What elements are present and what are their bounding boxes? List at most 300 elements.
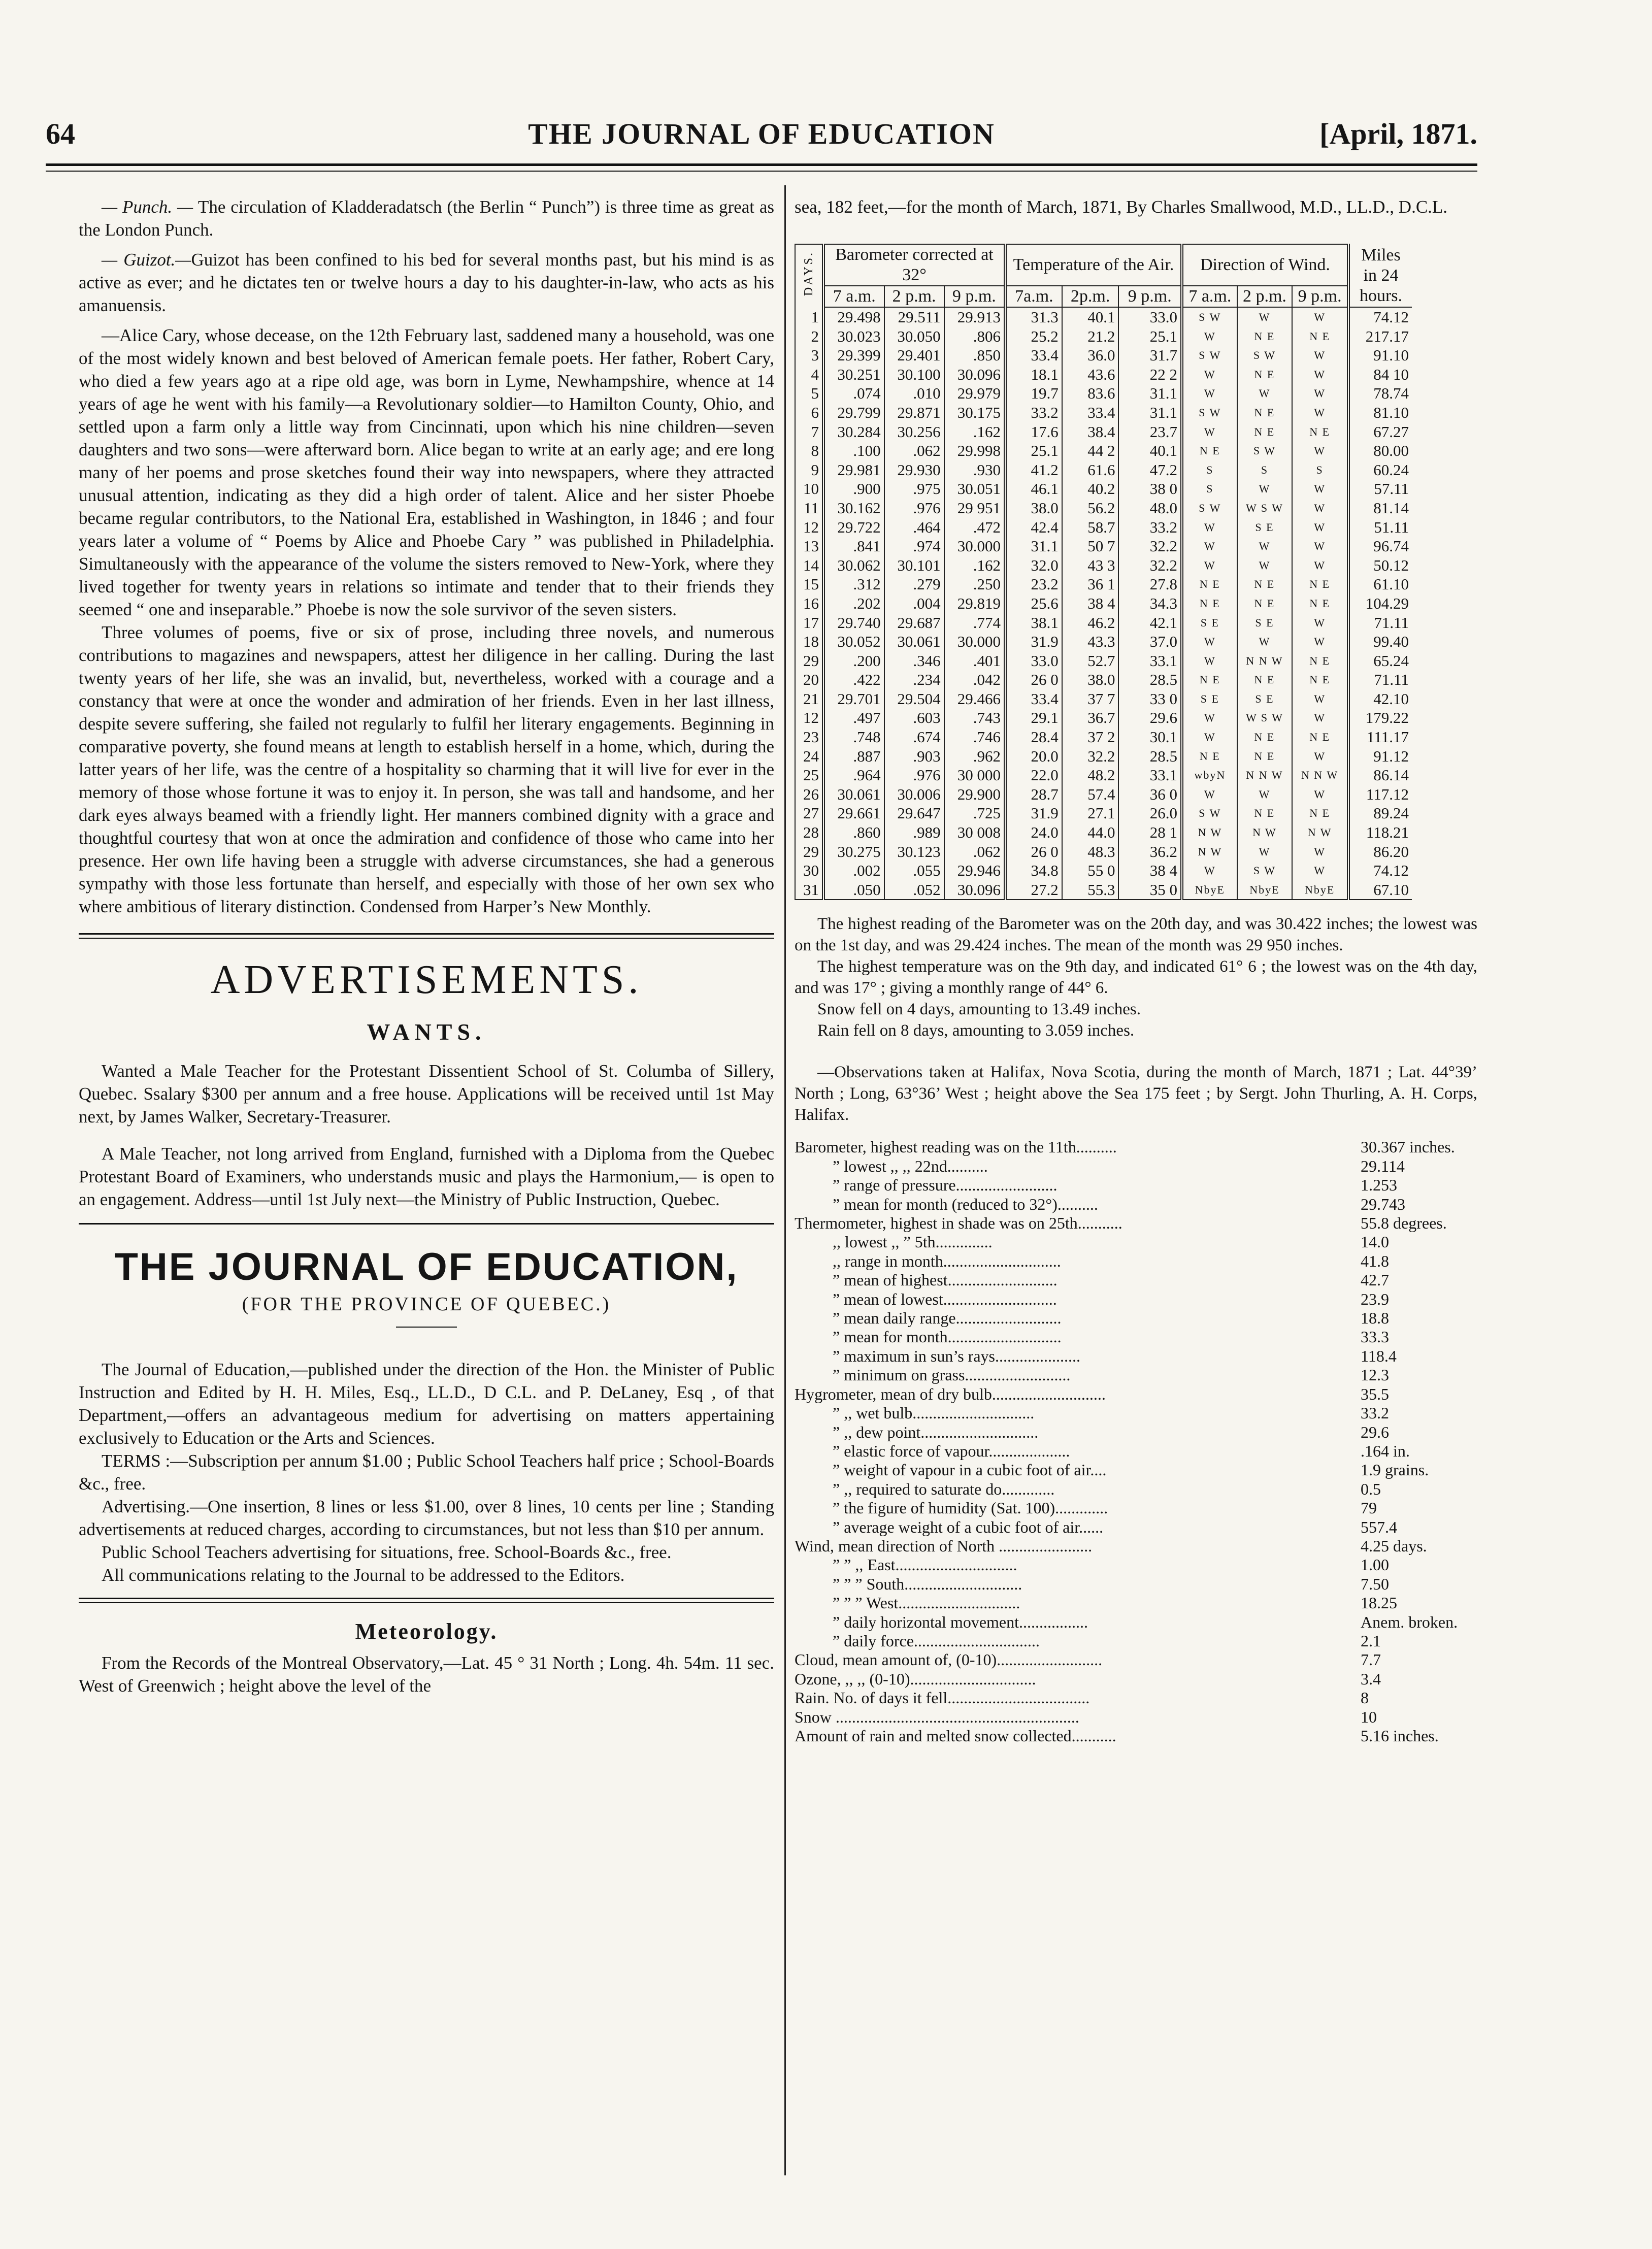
- table-cell: .976: [884, 499, 944, 518]
- table-cell: N N W: [1237, 651, 1293, 671]
- stat-value: 41.8: [1361, 1251, 1389, 1270]
- table-cell: 29.819: [944, 594, 1005, 613]
- table-cell: .052: [884, 880, 944, 900]
- table-cell: .964: [823, 766, 884, 785]
- table-cell: 41.2: [1005, 460, 1062, 480]
- table-cell: 25.1: [1118, 327, 1182, 346]
- table-cell: 86.20: [1373, 842, 1409, 861]
- table-cell: 30.1: [1118, 727, 1182, 747]
- weather-rows: [795, 307, 1412, 900]
- table-cell: 30.050: [884, 327, 944, 346]
- table-cell: 29.946: [944, 861, 1005, 880]
- table-cell: S: [1292, 460, 1348, 480]
- table-row: [795, 460, 1412, 480]
- montreal-weather-table: [795, 244, 1412, 900]
- table-cell: 33.4: [1005, 689, 1062, 709]
- table-cell: 36.0: [1062, 346, 1119, 365]
- stat-line: [795, 1252, 1477, 1271]
- stat-label: ” average weight of a cubic foot of air......: [833, 1517, 1104, 1536]
- stat-value: 33.2: [1361, 1404, 1389, 1423]
- table-cell: 57.11: [1374, 480, 1409, 498]
- table-cell: W: [1237, 384, 1293, 403]
- table-row: [795, 537, 1412, 556]
- stat-label: ” range of pressure.........................: [833, 1176, 1058, 1195]
- table-cell: N E: [1237, 422, 1293, 442]
- table-cell: W: [1292, 499, 1348, 518]
- day-cell: 21: [795, 689, 823, 709]
- stat-label: Hygrometer, mean of dry bulb............................: [795, 1384, 1106, 1403]
- baro-subheader: 9 p.m.: [944, 286, 1005, 307]
- table-cell: 33.4: [1062, 403, 1119, 422]
- table-cell: 30.162: [823, 499, 884, 518]
- stat-label: Snow ............................................................: [795, 1707, 1079, 1726]
- stat-label: Barometer, highest reading was on the 11th..........: [795, 1138, 1117, 1156]
- table-row: [795, 479, 1412, 499]
- table-cell: .279: [884, 575, 944, 594]
- table-cell: S W: [1182, 403, 1237, 422]
- stat-value: 35.5: [1361, 1384, 1389, 1403]
- stat-value: 18.8: [1361, 1309, 1389, 1328]
- stat-label: Amount of rain and melted snow collected...........: [795, 1727, 1116, 1745]
- table-cell: .900: [823, 479, 884, 499]
- day-cell: 26: [795, 785, 823, 804]
- table-cell: W: [1292, 365, 1348, 384]
- day-cell: 12: [795, 518, 823, 537]
- table-cell: 48.2: [1062, 766, 1119, 785]
- table-cell: W: [1292, 632, 1348, 651]
- table-cell: 38 4: [1062, 594, 1119, 613]
- table-cell: 29.6: [1118, 708, 1182, 727]
- day-cell: 23: [795, 727, 823, 747]
- temp-subheader: 2p.m.: [1062, 286, 1119, 307]
- table-cell: S E: [1182, 613, 1237, 633]
- table-row: [795, 403, 1412, 422]
- table-cell: 42.1: [1118, 613, 1182, 633]
- table-cell: W: [1292, 785, 1348, 804]
- table-row: [795, 384, 1412, 403]
- stat-value: 1.253: [1361, 1176, 1397, 1195]
- table-cell: .200: [823, 651, 884, 671]
- stat-value: 33.3: [1361, 1328, 1389, 1346]
- table-cell: 22 2: [1118, 365, 1182, 384]
- table-cell: 23.2: [1005, 575, 1062, 594]
- stat-line: [795, 1480, 1477, 1499]
- journal-teachers: Public School Teachers advertising for situations, free. School-Boards &c., free.: [102, 1542, 672, 1562]
- table-cell: N E: [1292, 670, 1348, 689]
- table-cell: .989: [884, 823, 944, 842]
- table-cell: W: [1237, 537, 1293, 556]
- table-cell: W: [1182, 365, 1237, 384]
- table-cell: 31.1: [1118, 403, 1182, 422]
- table-row: [795, 307, 1412, 327]
- table-cell: 48.0: [1118, 499, 1182, 518]
- stat-line: [795, 1176, 1477, 1195]
- table-cell: W: [1182, 785, 1237, 804]
- table-cell: 38 0: [1118, 479, 1182, 499]
- table-cell: 179.22: [1365, 709, 1409, 727]
- table-cell: 29.701: [823, 689, 884, 709]
- table-cell: .074: [823, 384, 884, 403]
- stat-label: ” daily force...............................: [833, 1631, 1040, 1650]
- table-cell: 23.7: [1118, 422, 1182, 442]
- table-cell: 24.0: [1005, 823, 1062, 842]
- table-row: [795, 708, 1412, 727]
- stat-value: 12.3: [1361, 1366, 1389, 1384]
- summary-snow: Snow fell on 4 days, amounting to 13.49 inches.: [817, 1000, 1141, 1019]
- day-cell: 3: [795, 346, 823, 365]
- table-cell: .974: [884, 537, 944, 556]
- stat-label: Wind, mean direction of North .......................: [795, 1536, 1093, 1555]
- table-cell: 18.1: [1005, 365, 1062, 384]
- table-cell: N E: [1292, 651, 1348, 671]
- table-cell: W: [1237, 307, 1293, 327]
- table-cell: 30.101: [884, 556, 944, 575]
- table-cell: 30.123: [884, 842, 944, 862]
- table-cell: W: [1292, 556, 1348, 575]
- table-cell: .930: [944, 460, 1005, 480]
- table-cell: S W: [1182, 804, 1237, 823]
- table-cell: 28 1: [1118, 823, 1182, 842]
- table-cell: 31.9: [1005, 804, 1062, 823]
- table-cell: 27.2: [1005, 880, 1062, 900]
- table-cell: 20.0: [1005, 747, 1062, 766]
- table-row: [795, 747, 1412, 766]
- table-cell: .401: [944, 651, 1005, 671]
- halifax-intro: —Observations taken at Halifax, Nova Scotia, during the month of March, 1871 ; Lat. 44°39’ North ; Long, 63°36’ West ; height above the Sea 175 feet ; by Sergt. John Thurling, A. H. Corps, Halifax.: [795, 1063, 1477, 1124]
- table-cell: 30.006: [884, 785, 944, 804]
- table-cell: 30.051: [944, 479, 1005, 499]
- table-cell: 40.1: [1062, 307, 1119, 327]
- table-cell: 33.0: [1118, 307, 1182, 327]
- guizot-text: Guizot has been confined to his bed for several months past, but his mind is as active as ever; and he dictates ten or twelve hours a day to his daughter-in-law, who acts as his amanuensis.: [79, 250, 774, 315]
- table-cell: 29.466: [944, 689, 1005, 709]
- table-cell: 71.11: [1374, 613, 1409, 632]
- day-cell: 18: [795, 632, 823, 651]
- stat-label: ” elastic force of vapour....................: [833, 1441, 1070, 1460]
- stat-line: [795, 1461, 1477, 1479]
- table-cell: 52.7: [1062, 651, 1119, 671]
- table-cell: 30.023: [823, 327, 884, 346]
- stat-value: 14.0: [1361, 1233, 1389, 1251]
- table-cell: 31.9: [1005, 632, 1062, 651]
- table-cell: 29.498: [823, 307, 884, 327]
- table-cell: .472: [944, 518, 1005, 537]
- table-cell: 29.900: [944, 785, 1005, 804]
- table-row: [795, 346, 1412, 365]
- table-cell: W: [1182, 556, 1237, 575]
- table-cell: W: [1292, 537, 1348, 556]
- stat-line: [795, 1575, 1477, 1594]
- table-cell: .202: [823, 594, 884, 613]
- meteorology-heading: Meteorology.: [355, 1619, 498, 1644]
- table-cell: .746: [944, 727, 1005, 747]
- stat-value: 42.7: [1361, 1271, 1389, 1289]
- stat-value: .164 in.: [1361, 1441, 1410, 1460]
- table-cell: N N W: [1292, 766, 1348, 785]
- day-cell: 29: [795, 651, 823, 671]
- day-cell: 17: [795, 613, 823, 633]
- table-cell: .250: [944, 575, 1005, 594]
- guizot-lead: — Guizot.—: [102, 250, 191, 270]
- stat-value: 1.00: [1361, 1556, 1389, 1574]
- stat-value: 3.4: [1361, 1669, 1381, 1688]
- table-row: [795, 518, 1412, 537]
- table-cell: .860: [823, 823, 884, 842]
- stat-label: ” daily horizontal movement.................: [833, 1612, 1088, 1631]
- table-cell: .976: [884, 766, 944, 785]
- wind-subheader: 2 p.m.: [1237, 286, 1293, 307]
- stat-line: [795, 1195, 1477, 1214]
- table-row: [795, 575, 1412, 594]
- table-cell: W: [1292, 384, 1348, 403]
- table-cell: 42.10: [1373, 689, 1409, 708]
- halifax-statistics: [795, 1138, 1477, 1745]
- table-cell: W: [1237, 632, 1293, 651]
- header-rule-thin: [46, 171, 1477, 172]
- table-row: [795, 422, 1412, 442]
- sub-header-row: [795, 286, 1412, 307]
- table-cell: 83.6: [1062, 384, 1119, 403]
- table-cell: W: [1292, 518, 1348, 537]
- table-cell: 46.2: [1062, 613, 1119, 633]
- table-cell: N E: [1292, 327, 1348, 346]
- table-cell: 30.175: [944, 403, 1005, 422]
- table-cell: 26 0: [1005, 842, 1062, 862]
- stat-label: Thermometer, highest in shade was on 25th...........: [795, 1214, 1122, 1233]
- day-cell: 9: [795, 460, 823, 480]
- table-cell: 56.2: [1062, 499, 1119, 518]
- table-cell: W: [1237, 556, 1293, 575]
- stat-value: 30.367 inches.: [1361, 1138, 1455, 1156]
- table-cell: 19.7: [1005, 384, 1062, 403]
- table-cell: 29.1: [1005, 708, 1062, 727]
- stat-value: 8: [1361, 1689, 1369, 1707]
- table-cell: S W: [1182, 307, 1237, 327]
- stat-value: 118.4: [1361, 1346, 1397, 1365]
- table-cell: 29.930: [884, 460, 944, 480]
- table-row: [795, 365, 1412, 384]
- table-cell: 27.8: [1118, 575, 1182, 594]
- table-cell: 31.3: [1005, 307, 1062, 327]
- day-cell: 1: [795, 307, 823, 327]
- table-cell: 25.1: [1005, 441, 1062, 460]
- journal-subheading: (FOR THE PROVINCE OF QUEBEC.): [242, 1294, 611, 1315]
- table-cell: 36.2: [1118, 842, 1182, 862]
- table-cell: 37 2: [1062, 727, 1119, 747]
- table-cell: 29 951: [944, 499, 1005, 518]
- day-cell: 15: [795, 575, 823, 594]
- table-cell: 35 0: [1118, 880, 1182, 900]
- stat-label: ” lowest ,, ,, 22nd..........: [833, 1156, 988, 1175]
- table-cell: 71.11: [1374, 671, 1409, 689]
- short-rule: [396, 1327, 457, 1328]
- table-cell: W S W: [1237, 708, 1293, 727]
- stat-line: [795, 1404, 1477, 1423]
- table-cell: .100: [823, 441, 884, 460]
- want-ad-1: Wanted a Male Teacher for the Protestant Dissentient School of St. Columba of Sillery, Quebec. Ssalary $300 per annum and a free house. Applications will be received until 1st May next, by James Walker, Secretary-Treasurer.: [79, 1061, 774, 1127]
- table-cell: 99.40: [1373, 633, 1409, 651]
- stat-label: ” mean for month............................: [833, 1328, 1062, 1346]
- table-cell: W: [1182, 708, 1237, 727]
- day-cell: 4: [795, 365, 823, 384]
- stat-value: 2.1: [1361, 1631, 1381, 1650]
- table-cell: 67.10: [1348, 880, 1412, 900]
- table-cell: 55.3: [1062, 880, 1119, 900]
- table-cell: 30.062: [823, 556, 884, 575]
- table-cell: 80.00: [1373, 442, 1409, 460]
- table-row: [795, 689, 1412, 709]
- stat-value: 29.114: [1361, 1156, 1405, 1175]
- table-cell: 29.981: [823, 460, 884, 480]
- wind-subheader: 9 p.m.: [1292, 286, 1348, 307]
- table-cell: .850: [944, 346, 1005, 365]
- table-cell: .062: [944, 842, 1005, 862]
- table-cell: W: [1292, 708, 1348, 727]
- table-cell: .422: [823, 670, 884, 689]
- table-cell: N E: [1182, 441, 1237, 460]
- table-cell: 30.061: [823, 785, 884, 804]
- table-cell: 17.6: [1005, 422, 1062, 442]
- table-cell: W: [1292, 689, 1348, 709]
- days-header: DAYS.: [795, 244, 823, 307]
- table-cell: W: [1292, 441, 1348, 460]
- table-cell: 217.17: [1365, 327, 1409, 345]
- table-cell: 33.1: [1118, 651, 1182, 671]
- table-cell: N E: [1237, 670, 1293, 689]
- stat-value: Anem. broken.: [1361, 1612, 1458, 1631]
- journal-heading: THE JOURNAL OF EDUCATION,: [114, 1245, 739, 1288]
- table-cell: .464: [884, 518, 944, 537]
- table-cell: .062: [884, 441, 944, 460]
- table-cell: N E: [1237, 403, 1293, 422]
- table-cell: N E: [1182, 575, 1237, 594]
- table-cell: S E: [1237, 518, 1293, 537]
- day-cell: 5: [795, 384, 823, 403]
- temp-subheader: 7a.m.: [1005, 286, 1062, 307]
- column-divider: [784, 185, 786, 2175]
- table-cell: .975: [884, 479, 944, 499]
- table-cell: W: [1292, 747, 1348, 766]
- table-cell: NbyE: [1182, 880, 1237, 900]
- table-cell: 26.0: [1118, 804, 1182, 823]
- table-cell: NbyE: [1237, 880, 1293, 900]
- table-cell: 30.000: [944, 537, 1005, 556]
- table-cell: 22.0: [1005, 766, 1062, 785]
- table-cell: .603: [884, 708, 944, 727]
- table-cell: 36 1: [1062, 575, 1119, 594]
- table-cell: 38.0: [1062, 670, 1119, 689]
- table-cell: N E: [1292, 804, 1348, 823]
- summary-temperature: The highest temperature was on the 9th day, and indicated 61° 6 ; the lowest was on the 4th day, and was 17° ; giving a monthly range of 44° 6.: [795, 957, 1477, 998]
- table-cell: 51.11: [1374, 518, 1409, 536]
- table-cell: 50 7: [1062, 537, 1119, 556]
- stat-value: 4.25 days.: [1361, 1536, 1427, 1555]
- temp-subheader: 9 p.m.: [1118, 286, 1182, 307]
- table-cell: 91.12: [1373, 747, 1409, 765]
- table-cell: 30.052: [823, 632, 884, 651]
- table-cell: 38.4: [1062, 422, 1119, 442]
- table-cell: 30.256: [884, 422, 944, 442]
- table-row: [795, 727, 1412, 747]
- table-cell: 47.2: [1118, 460, 1182, 480]
- table-cell: 29.979: [944, 384, 1005, 403]
- stat-line: [795, 1423, 1477, 1442]
- table-cell: W: [1292, 479, 1348, 499]
- day-cell: 6: [795, 403, 823, 422]
- stat-value: 7.7: [1361, 1650, 1381, 1669]
- page-header: [46, 112, 1477, 162]
- table-cell: W: [1237, 785, 1293, 804]
- day-cell: 27: [795, 804, 823, 823]
- table-cell: W: [1237, 842, 1293, 862]
- table-cell: 40.2: [1062, 479, 1119, 499]
- table-cell: .743: [944, 708, 1005, 727]
- table-cell: NbyE: [1292, 880, 1348, 900]
- table-cell: 67.27: [1373, 422, 1409, 441]
- stat-line: [795, 1632, 1477, 1650]
- table-cell: .004: [884, 594, 944, 613]
- table-cell: .841: [823, 537, 884, 556]
- table-cell: 26 0: [1005, 670, 1062, 689]
- day-cell: 13: [795, 537, 823, 556]
- punch-paragraph: [79, 195, 774, 241]
- montreal-summary: [795, 913, 1477, 1126]
- table-row: [795, 823, 1412, 842]
- day-cell: 29: [795, 842, 823, 862]
- stat-line: [795, 1499, 1477, 1517]
- table-cell: .725: [944, 804, 1005, 823]
- left-column: [79, 195, 774, 1697]
- table-row: [795, 842, 1412, 862]
- stat-value: 29.743: [1361, 1195, 1405, 1213]
- table-cell: 33.4: [1005, 346, 1062, 365]
- stat-label: ” ,, dew point.............................: [833, 1423, 1039, 1441]
- section-rule-thin: [79, 938, 774, 939]
- cary-paragraph-1: —Alice Cary, whose decease, on the 12th February last, saddened many a household, was one of the most widely known and best beloved of American female poets. Her father, Robert Cary, who died a few years ago at a ripe old age, was born in Lyme, Newhampshire, whence at 14 years of age he went with his family—a Revolutionary soldier—to Hamilton County, Ohio, and settled upon a farm only a little way from Cincinnati, upon which his nine children—seven daughters and two sons—were afterward born. Alice began to write at an early age; and ere long many of her poems and prose sketches found their way into newspapers, where they attracted unusual attention, indicating as they did a high order of talent. Alice and her sister Phoebe became regular contributors, to the National Era, established in Washington, in 1846 ; and four years later a volume of “ Poems by Alice and Phoebe Cary ” was published in Philadelphia. Simultaneously with the appearance of the volume the sisters removed to New-York, where they lived together for twenty years in relations so intimate and tender that to their friends they seemed “ one and inseparable.” Phoebe is now the sole survivor of the seven sisters.: [79, 325, 774, 619]
- stat-line: [795, 1328, 1477, 1346]
- table-cell: 29.722: [823, 518, 884, 537]
- table-cell: W: [1182, 422, 1237, 442]
- table-cell: S W: [1182, 346, 1237, 365]
- table-cell: W: [1292, 346, 1348, 365]
- stat-label: ” ,, wet bulb..............................: [833, 1404, 1035, 1423]
- table-cell: 44 2: [1062, 441, 1119, 460]
- table-cell: 42.4: [1005, 518, 1062, 537]
- day-cell: 28: [795, 823, 823, 842]
- table-cell: 29.871: [884, 403, 944, 422]
- table-cell: 30 000: [944, 766, 1005, 785]
- table-cell: W: [1182, 632, 1237, 651]
- table-cell: W: [1292, 613, 1348, 633]
- baro-subheader: 7 a.m.: [823, 286, 884, 307]
- table-cell: .162: [944, 556, 1005, 575]
- stat-label: ” ” ” South.............................: [833, 1574, 1022, 1593]
- table-cell: N E: [1292, 422, 1348, 442]
- table-cell: .346: [884, 651, 944, 671]
- table-cell: W S W: [1237, 499, 1293, 518]
- section-rule: [79, 933, 774, 935]
- stat-line: [795, 1214, 1477, 1233]
- table-cell: 28.7: [1005, 785, 1062, 804]
- table-cell: 28.4: [1005, 727, 1062, 747]
- table-cell: .962: [944, 747, 1005, 766]
- table-cell: N W: [1182, 823, 1237, 842]
- table-cell: W: [1182, 727, 1237, 747]
- table-cell: 29.647: [884, 804, 944, 823]
- table-cell: N E: [1237, 575, 1293, 594]
- table-cell: 61.10: [1373, 575, 1409, 593]
- stat-line: [795, 1689, 1477, 1707]
